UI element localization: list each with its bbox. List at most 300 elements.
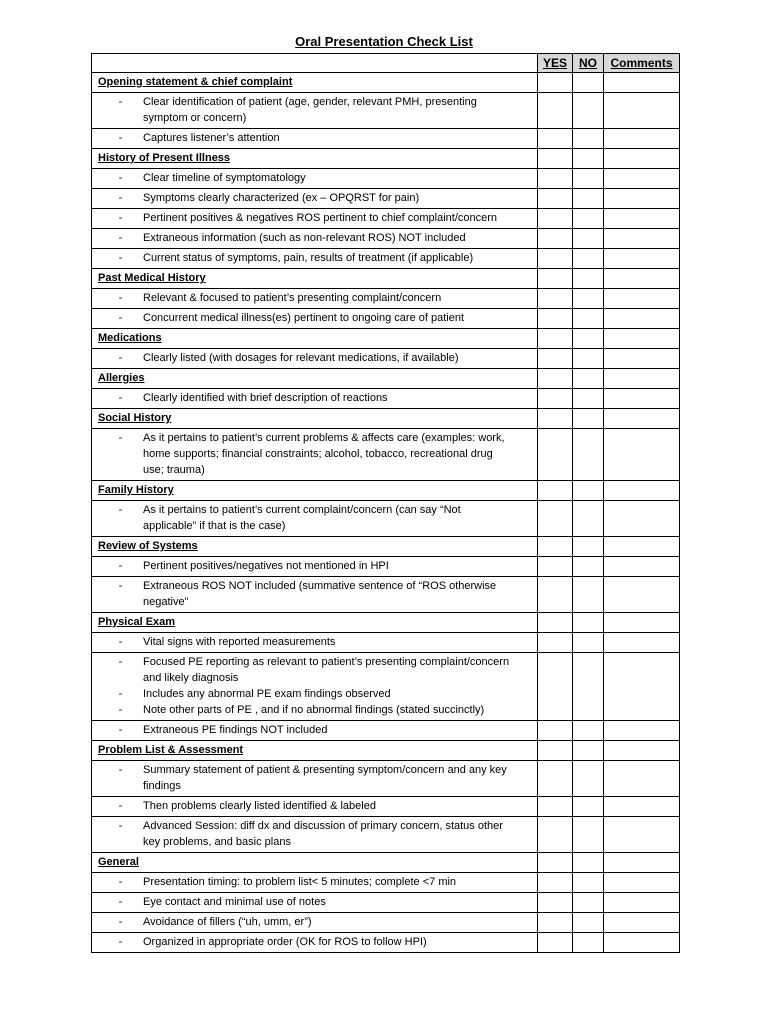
bullet-dash: - [118, 504, 123, 516]
no-cell[interactable] [573, 409, 604, 429]
no-cell[interactable] [573, 129, 604, 149]
item-text-line: Pertinent positives/negatives not mentioned in HPI [143, 560, 389, 572]
yes-cell[interactable] [538, 289, 573, 309]
bullet [98, 250, 531, 266]
comments-cell[interactable] [604, 409, 680, 429]
yes-cell[interactable] [538, 429, 573, 481]
no-cell[interactable] [573, 853, 604, 873]
yes-cell[interactable] [538, 501, 573, 537]
item-text-line: Current status of symptoms, pain, results of treatment (if applicable) [143, 252, 474, 264]
checklist-item-row [92, 501, 680, 537]
item-text [143, 686, 528, 702]
bullet-dash: - [118, 724, 123, 736]
item-text [143, 722, 528, 738]
yes-cell[interactable] [538, 93, 573, 129]
item-text-line: Summary statement of patient & presenting symptom/concern and any key [143, 764, 507, 776]
checklist-item-row [92, 429, 680, 481]
comments-cell[interactable] [604, 557, 680, 577]
checklist-item [92, 309, 538, 329]
checklist-item-row [92, 309, 680, 329]
bullet-dash: - [118, 192, 123, 204]
section-row [92, 481, 680, 501]
bullet [98, 634, 531, 650]
item-text [143, 634, 528, 650]
no-cell[interactable] [573, 369, 604, 389]
bullet-dash: - [118, 212, 123, 224]
item-text-line: Focused PE reporting as relevant to patient’s presenting complaint/concern [143, 656, 510, 668]
item-text-line: Relevant & focused to patient’s presenting complaint/concern [143, 292, 442, 304]
item-text [143, 290, 528, 306]
checklist-item-row [92, 893, 680, 913]
comments-cell[interactable] [604, 73, 680, 93]
yes-cell[interactable] [538, 933, 573, 953]
bullet [98, 210, 531, 226]
bullet-dash: - [118, 580, 123, 592]
item-text-line: Includes any abnormal PE exam findings observed [143, 688, 391, 700]
section-row [92, 269, 680, 289]
item-text-line: Avoidance of fillers (“uh, umm, er”) [143, 916, 312, 928]
comments-cell[interactable] [604, 537, 680, 557]
header-blank-cell [92, 54, 538, 73]
section-heading: Medications [92, 329, 538, 349]
checklist-item-row [92, 229, 680, 249]
no-cell[interactable] [573, 189, 604, 209]
yes-cell[interactable] [538, 369, 573, 389]
checklist-item [92, 389, 538, 409]
bullet [98, 702, 531, 718]
section-row [92, 329, 680, 349]
no-cell[interactable] [573, 209, 604, 229]
item-text [143, 798, 528, 814]
yes-cell[interactable] [538, 613, 573, 633]
no-cell[interactable] [573, 329, 604, 349]
checklist-item-row [92, 557, 680, 577]
no-cell[interactable] [573, 149, 604, 169]
checklist-item-row [92, 129, 680, 149]
item-text [143, 390, 528, 406]
comments-cell[interactable] [604, 853, 680, 873]
checklist-item-row [92, 389, 680, 409]
bullet-dash: - [118, 432, 123, 444]
no-cell[interactable] [573, 501, 604, 537]
yes-cell[interactable] [538, 129, 573, 149]
yes-cell[interactable] [538, 633, 573, 653]
yes-cell[interactable] [538, 653, 573, 721]
comments-cell[interactable] [604, 761, 680, 797]
bullet [98, 190, 531, 206]
yes-cell[interactable] [538, 249, 573, 269]
checklist-item [92, 209, 538, 229]
no-cell[interactable] [573, 289, 604, 309]
item-text [143, 210, 528, 226]
item-text-line: home supports; financial constraints; alcohol, tobacco, recreational drug [143, 448, 493, 460]
section-row [92, 409, 680, 429]
section-row [92, 369, 680, 389]
checklist-item [92, 653, 538, 721]
bullet-dash: - [118, 252, 123, 264]
section-row [92, 537, 680, 557]
checklist-item [92, 873, 538, 893]
checklist-item [92, 229, 538, 249]
no-cell[interactable] [573, 537, 604, 557]
yes-cell[interactable] [538, 797, 573, 817]
item-text-line: and likely diagnosis [143, 672, 239, 684]
yes-cell[interactable] [538, 329, 573, 349]
checklist-item-row [92, 209, 680, 229]
bullet [98, 578, 531, 610]
no-cell[interactable] [573, 577, 604, 613]
no-cell[interactable] [573, 633, 604, 653]
comments-cell[interactable] [604, 873, 680, 893]
checklist-item [92, 349, 538, 369]
comments-cell[interactable] [604, 269, 680, 289]
item-text [143, 762, 528, 794]
column-header-yes: YES [538, 54, 573, 73]
no-cell[interactable] [573, 73, 604, 93]
bullet [98, 130, 531, 146]
yes-cell[interactable] [538, 349, 573, 369]
item-text-line: Extraneous PE findings NOT included [143, 724, 328, 736]
item-text [143, 250, 528, 266]
section-heading: Social History [92, 409, 538, 429]
header-row [92, 54, 680, 73]
no-cell[interactable] [573, 797, 604, 817]
yes-cell[interactable] [538, 761, 573, 797]
bullet-dash: - [118, 876, 123, 888]
yes-cell[interactable] [538, 169, 573, 189]
item-text [143, 502, 528, 534]
checklist-item [92, 761, 538, 797]
no-cell[interactable] [573, 349, 604, 369]
section-row [92, 149, 680, 169]
section-heading: Review of Systems [92, 537, 538, 557]
item-text-line: Captures listener’s attention [143, 132, 280, 144]
bullet-dash: - [118, 352, 123, 364]
checklist-item-row [92, 289, 680, 309]
bullet [98, 914, 531, 930]
item-text-line: Note other parts of PE , and if no abnormal findings (stated succinctly) [143, 704, 485, 716]
comments-cell[interactable] [604, 933, 680, 953]
section-heading: Past Medical History [92, 269, 538, 289]
item-text [143, 702, 528, 718]
yes-cell[interactable] [538, 309, 573, 329]
item-text [143, 430, 528, 478]
bullet [98, 654, 531, 686]
item-text [143, 230, 528, 246]
no-cell[interactable] [573, 893, 604, 913]
yes-cell[interactable] [538, 893, 573, 913]
bullet-dash: - [118, 800, 123, 812]
comments-cell[interactable] [604, 189, 680, 209]
bullet-dash: - [118, 172, 123, 184]
item-text-line: As it pertains to patient’s current problems & affects care (examples: work, [143, 432, 505, 444]
no-cell[interactable] [573, 93, 604, 129]
document-title: Oral Presentation Check List [295, 34, 473, 49]
bullet [98, 230, 531, 246]
section-row [92, 853, 680, 873]
checklist-item-row [92, 169, 680, 189]
item-text-line: Extraneous ROS NOT included (summative sentence of “ROS otherwise [143, 580, 497, 592]
checklist-item [92, 797, 538, 817]
comments-cell[interactable] [604, 613, 680, 633]
bullet [98, 94, 531, 126]
item-text-line: applicable” if that is the case) [143, 520, 286, 532]
yes-cell[interactable] [538, 389, 573, 409]
checklist-item [92, 633, 538, 653]
section-heading: Physical Exam [92, 613, 538, 633]
item-text-line: Then problems clearly listed identified & labeled [143, 800, 376, 812]
section-heading: Allergies [92, 369, 538, 389]
no-cell[interactable] [573, 169, 604, 189]
item-text [143, 818, 528, 850]
item-text [143, 874, 528, 890]
yes-cell[interactable] [538, 721, 573, 741]
comments-cell[interactable] [604, 349, 680, 369]
checklist-item-row [92, 189, 680, 209]
comments-cell[interactable] [604, 429, 680, 481]
item-text [143, 190, 528, 206]
item-text-line: use; trauma) [143, 464, 205, 476]
section-row [92, 741, 680, 761]
checklist-item-row [92, 933, 680, 953]
item-text-line: Organized in appropriate order (OK for ROS to follow HPI) [143, 936, 427, 948]
yes-cell[interactable] [538, 409, 573, 429]
bullet-dash: - [118, 560, 123, 572]
no-cell[interactable] [573, 873, 604, 893]
checklist-item-row [92, 349, 680, 369]
item-text [143, 130, 528, 146]
yes-cell[interactable] [538, 269, 573, 289]
checklist-item [92, 289, 538, 309]
no-cell[interactable] [573, 817, 604, 853]
yes-cell[interactable] [538, 817, 573, 853]
bullet-dash: - [118, 292, 123, 304]
yes-cell[interactable] [538, 481, 573, 501]
bullet [98, 874, 531, 890]
checklist-item-row [92, 721, 680, 741]
bullet [98, 762, 531, 794]
checklist-item-row [92, 577, 680, 613]
comments-cell[interactable] [604, 633, 680, 653]
checklist-item-row [92, 653, 680, 721]
no-cell[interactable] [573, 249, 604, 269]
bullet [98, 798, 531, 814]
checklist-item [92, 893, 538, 913]
comments-cell[interactable] [604, 93, 680, 129]
column-header-comments: Comments [604, 54, 680, 73]
comments-cell[interactable] [604, 149, 680, 169]
item-text [143, 578, 528, 610]
section-heading: History of Present Illness [92, 149, 538, 169]
section-heading: General [92, 853, 538, 873]
item-text [143, 894, 528, 910]
item-text-line: Concurrent medical illness(es) pertinent to ongoing care of patient [143, 312, 465, 324]
bullet-dash: - [118, 96, 123, 108]
comments-cell[interactable] [604, 653, 680, 721]
no-cell[interactable] [573, 481, 604, 501]
comments-cell[interactable] [604, 721, 680, 741]
yes-cell[interactable] [538, 209, 573, 229]
item-text-line: Clearly identified with brief description of reactions [143, 392, 388, 404]
yes-cell[interactable] [538, 577, 573, 613]
comments-cell[interactable] [604, 129, 680, 149]
item-text-line: findings [143, 780, 181, 792]
bullet [98, 350, 531, 366]
comments-cell[interactable] [604, 249, 680, 269]
comments-cell[interactable] [604, 797, 680, 817]
checklist-item [92, 501, 538, 537]
checklist-item [92, 933, 538, 953]
section-heading: Family History [92, 481, 538, 501]
checklist-table [91, 53, 680, 953]
bullet-dash: - [118, 704, 123, 716]
no-cell[interactable] [573, 741, 604, 761]
no-cell[interactable] [573, 913, 604, 933]
bullet [98, 430, 531, 478]
item-text [143, 350, 528, 366]
no-cell[interactable] [573, 429, 604, 481]
item-text-line: Advanced Session: diff dx and discussion of primary concern, status other [143, 820, 503, 832]
item-text-line: Extraneous information (such as non-relevant ROS) NOT included [143, 232, 466, 244]
item-text-line: Clear identification of patient (age, gender, relevant PMH, presenting [143, 96, 477, 108]
checklist-item-row [92, 633, 680, 653]
bullet [98, 818, 531, 850]
no-cell[interactable] [573, 269, 604, 289]
item-text [143, 558, 528, 574]
checklist-item [92, 817, 538, 853]
bullet-dash: - [118, 916, 123, 928]
yes-cell[interactable] [538, 537, 573, 557]
bullet-dash: - [118, 896, 123, 908]
checklist-item [92, 721, 538, 741]
bullet-dash: - [118, 656, 123, 668]
comments-cell[interactable] [604, 817, 680, 853]
yes-cell[interactable] [538, 853, 573, 873]
bullet-dash: - [118, 636, 123, 648]
item-text [143, 170, 528, 186]
no-cell[interactable] [573, 229, 604, 249]
bullet-dash: - [118, 232, 123, 244]
item-text-line: Pertinent positives & negatives ROS pertinent to chief complaint/concern [143, 212, 498, 224]
section-heading: Problem List & Assessment [92, 741, 538, 761]
item-text [143, 914, 528, 930]
bullet-dash: - [118, 764, 123, 776]
bullet [98, 290, 531, 306]
bullet [98, 502, 531, 534]
bullet [98, 310, 531, 326]
bullet-dash: - [118, 312, 123, 324]
comments-cell[interactable] [604, 501, 680, 537]
item-text-line: Eye contact and minimal use of notes [143, 896, 326, 908]
checklist-item [92, 249, 538, 269]
item-text-line: Clear timeline of symptomatology [143, 172, 306, 184]
item-text [143, 934, 528, 950]
item-text-line: key problems, and basic plans [143, 836, 291, 848]
comments-cell[interactable] [604, 289, 680, 309]
comments-cell[interactable] [604, 389, 680, 409]
no-cell[interactable] [573, 653, 604, 721]
item-text-line: Vital signs with reported measurements [143, 636, 336, 648]
bullet [98, 934, 531, 950]
checklist-item-row [92, 817, 680, 853]
checklist-body [92, 73, 680, 953]
no-cell[interactable] [573, 389, 604, 409]
checklist-item-row [92, 913, 680, 933]
yes-cell[interactable] [538, 741, 573, 761]
item-text-line: negative” [143, 596, 189, 608]
comments-cell[interactable] [604, 893, 680, 913]
checklist-item-row [92, 249, 680, 269]
yes-cell[interactable] [538, 189, 573, 209]
item-text-line: As it pertains to patient’s current complaint/concern (can say “Not [143, 504, 461, 516]
comments-cell[interactable] [604, 481, 680, 501]
checklist-item [92, 913, 538, 933]
bullet [98, 558, 531, 574]
bullet-dash: - [118, 936, 123, 948]
item-text-line: Presentation timing: to problem list< 5 minutes; complete <7 min [143, 876, 457, 888]
yes-cell[interactable] [538, 913, 573, 933]
item-text [143, 310, 528, 326]
checklist-item [92, 189, 538, 209]
checklist-item [92, 557, 538, 577]
bullet-dash: - [118, 688, 123, 700]
comments-cell[interactable] [604, 577, 680, 613]
comments-cell[interactable] [604, 169, 680, 189]
bullet-dash: - [118, 392, 123, 404]
checklist-item [92, 129, 538, 149]
comments-cell[interactable] [604, 913, 680, 933]
no-cell[interactable] [573, 613, 604, 633]
comments-cell[interactable] [604, 229, 680, 249]
checklist-item-row [92, 93, 680, 129]
bullet [98, 722, 531, 738]
item-text-line: Clearly listed (with dosages for relevant medications, if available) [143, 352, 459, 364]
item-text [143, 94, 528, 126]
section-row [92, 73, 680, 93]
item-text [143, 654, 528, 686]
yes-cell[interactable] [538, 229, 573, 249]
item-text-line: symptom or concern) [143, 112, 247, 124]
no-cell[interactable] [573, 557, 604, 577]
comments-cell[interactable] [604, 309, 680, 329]
yes-cell[interactable] [538, 149, 573, 169]
section-row [92, 613, 680, 633]
comments-cell[interactable] [604, 329, 680, 349]
no-cell[interactable] [573, 721, 604, 741]
bullet-dash: - [118, 820, 123, 832]
item-text-line: Symptoms clearly characterized (ex – OPQRST for pain) [143, 192, 420, 204]
comments-cell[interactable] [604, 741, 680, 761]
checklist-item [92, 577, 538, 613]
no-cell[interactable] [573, 761, 604, 797]
no-cell[interactable] [573, 309, 604, 329]
bullet [98, 390, 531, 406]
bullet [98, 894, 531, 910]
comments-cell[interactable] [604, 369, 680, 389]
yes-cell[interactable] [538, 73, 573, 93]
comments-cell[interactable] [604, 209, 680, 229]
checklist-item-row [92, 761, 680, 797]
no-cell[interactable] [573, 933, 604, 953]
yes-cell[interactable] [538, 873, 573, 893]
section-heading: Opening statement & chief complaint [92, 73, 538, 93]
bullet-dash: - [118, 132, 123, 144]
checklist-item-row [92, 797, 680, 817]
yes-cell[interactable] [538, 557, 573, 577]
bullet [98, 686, 531, 702]
bullet [98, 170, 531, 186]
checklist-item [92, 429, 538, 481]
